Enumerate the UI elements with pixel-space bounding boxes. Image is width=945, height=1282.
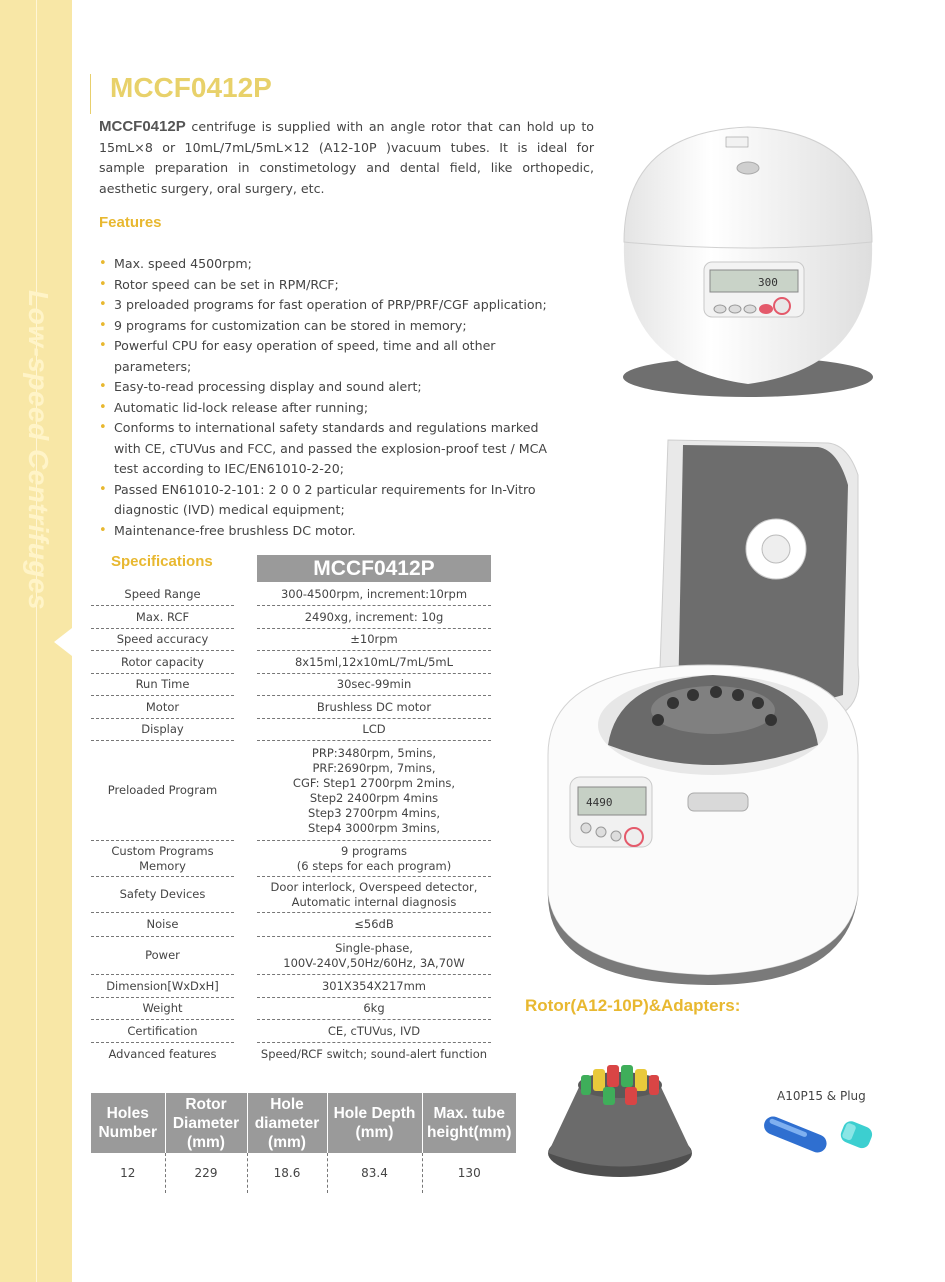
spec-row [91,877,491,913]
spec-value [257,741,491,841]
spec-value-line: (6 steps for each program) [296,858,452,873]
spec-value [257,975,491,998]
spec-value-line: Step4 3000rpm 3mins, [308,820,440,835]
spec-value [257,1043,491,1065]
holes-row [91,1153,516,1193]
spec-row [91,651,491,674]
spec-row [91,606,491,629]
closed-display-readout: 300 [758,276,778,289]
spec-value-line: Door interlock, Overspeed detector, [270,879,478,894]
spec-value-line: CGF: Step1 2700rpm 2mins, [292,775,456,790]
spec-value [257,674,491,696]
spec-value [257,841,491,877]
spec-row [91,841,491,877]
spec-key: Rotor capacity [91,651,234,674]
holes-cell: 130 [457,1166,481,1180]
adapter-label: A10P15 & Plug [777,1089,866,1103]
spec-row [91,913,491,937]
side-strip-line [36,0,37,1282]
spec-key: Max. RCF [91,606,234,629]
spec-key: Power [91,937,234,975]
spec-value-line: Step3 2700rpm 4mins, [308,805,440,820]
spec-value-line: Automatic internal diagnosis [291,894,457,909]
spec-value [257,651,491,674]
spec-value-line: Brushless DC motor [316,699,432,714]
holes-header: Holes Number [91,1093,165,1153]
spec-row [91,696,491,719]
feature-item: • Automatic lid-lock release after running; [99,398,569,419]
feature-item: • Passed EN61010-2-101: 2 0 0 2 particular requirements for In-Vitro diagnostic (IVD) medical equipment; [99,480,569,521]
spec-title: Specifications [111,553,213,570]
spec-value-line: PRP:3480rpm, 5mins, [311,745,437,760]
spec-key: Weight [91,998,234,1020]
feature-item: • Maintenance-free brushless DC motor. [99,521,569,542]
spec-key: Custom Programs Memory [91,841,234,877]
rotor-section-title: Rotor(A12-10P)&Adapters: [525,996,741,1015]
spec-key: Speed accuracy [91,629,234,651]
spec-table [91,584,491,1065]
spec-key: Speed Range [91,584,234,606]
feature-item: • 3 preloaded programs for fast operation of PRP/PRF/CGF application; [99,295,569,316]
spec-row [91,674,491,696]
spec-value-line: CE, cTUVus, IVD [327,1023,421,1038]
feature-item: • 9 programs for customization can be stored in memory; [99,316,569,337]
spec-row [91,584,491,606]
spec-value-line: 30sec-99min [336,677,412,691]
spec-value [257,719,491,741]
features-title: Features [99,214,162,231]
holes-header: Rotor Diameter (mm) [165,1093,247,1153]
centrifuge-closed-image [610,112,885,412]
holes-header: Hole Depth (mm) [327,1093,422,1153]
spec-key: Noise [91,913,234,937]
centrifuge-open-image [528,425,863,985]
spec-value [257,584,491,606]
spec-value [257,937,491,975]
spec-value-line: 300-4500rpm, increment:10rpm [280,587,468,601]
spec-value-line: Step2 2400rpm 4mins [309,790,439,805]
intro-paragraph [99,117,594,199]
spec-key: Preloaded Program [91,741,234,841]
features-list [99,254,569,541]
feature-item: • Conforms to international safety standards and regulations marked with CE, cTUVus and FCC, and passed the explosion-proof test / MCA test according to IEC/EN61010-2-20; [99,418,569,480]
spec-value-line: ≤56dB [354,917,394,931]
side-category-label: Low-speed Centrifuges [23,290,54,611]
intro-text: centrifuge is supplied with an angle rotor that can hold up to 15mL×8 or 10mL/7mL/5mL×12 (A12-10P )vacuum tubes. It is ideal for sample preparation in constimetology and dental field, like orthopedic, aesthetic surgery, oral surgery, etc. [99,119,594,196]
page-title: MCCF0412P [110,72,272,103]
holes-cell: 12 [91,1153,165,1193]
holes-header: Hole diameter (mm) [247,1093,327,1153]
holes-header: Max. tube height(mm) [422,1093,516,1153]
open-display-readout: 4490 [586,796,613,809]
spec-value-line: ±10rpm [350,632,398,646]
spec-value-line: Single-phase, [335,940,413,955]
spec-row [91,719,491,741]
spec-value [257,606,491,629]
feature-item: • Easy-to-read processing display and sound alert; [99,377,569,398]
spec-key: Run Time [91,674,234,696]
spec-row [91,937,491,975]
holes-cell: 229 [165,1153,247,1193]
spec-key: Safety Devices [91,877,234,913]
rotor-image [545,1055,695,1180]
feature-item: • Rotor speed can be set in RPM/RCF; [99,275,569,296]
spec-model-header: MCCF0412P [257,555,491,582]
feature-item: • Max. speed 4500rpm; [99,254,569,275]
spec-value-line: 301X354X217mm [321,978,426,993]
spec-value-line: PRF:2690rpm, 7mins, [312,760,436,775]
spec-row [91,975,491,998]
spec-value-line: 8x15ml,12x10mL/7mL/5mL [294,654,454,669]
spec-value [257,913,491,937]
spec-row [91,998,491,1020]
spec-row [91,1043,491,1065]
title-rule [90,74,91,114]
spec-key: Certification [91,1020,234,1043]
spec-value-line: LCD [362,722,386,736]
spec-value [257,1020,491,1043]
spec-value [257,877,491,913]
rotor-holes-table [91,1093,516,1193]
spec-key: Motor [91,696,234,719]
spec-key: Display [91,719,234,741]
holes-cell: 18.6 [247,1153,327,1193]
spec-value-line: 9 programs [340,843,408,858]
holes-cell: 83.4 [327,1153,422,1193]
spec-row [91,741,491,841]
spec-value [257,696,491,719]
side-notch [54,628,72,656]
adapter-plug-image [757,1108,877,1158]
spec-value-line: Speed/RCF switch; sound-alert function [260,1046,488,1061]
spec-row [91,1020,491,1043]
spec-value-line: 6kg [363,1001,385,1015]
spec-value [257,998,491,1020]
spec-key: Advanced features [108,1046,217,1061]
feature-item: • Powerful CPU for easy operation of speed, time and all other parameters; [99,336,569,377]
spec-value-line: 100V-240V,50Hz/60Hz, 3A,70W [283,955,465,970]
spec-key: Dimension[WxDxH] [91,975,234,998]
spec-value [257,629,491,651]
intro-model: MCCF0412P [99,118,186,135]
spec-value-line: 2490xg, increment: 10g [304,609,444,624]
spec-row [91,629,491,651]
